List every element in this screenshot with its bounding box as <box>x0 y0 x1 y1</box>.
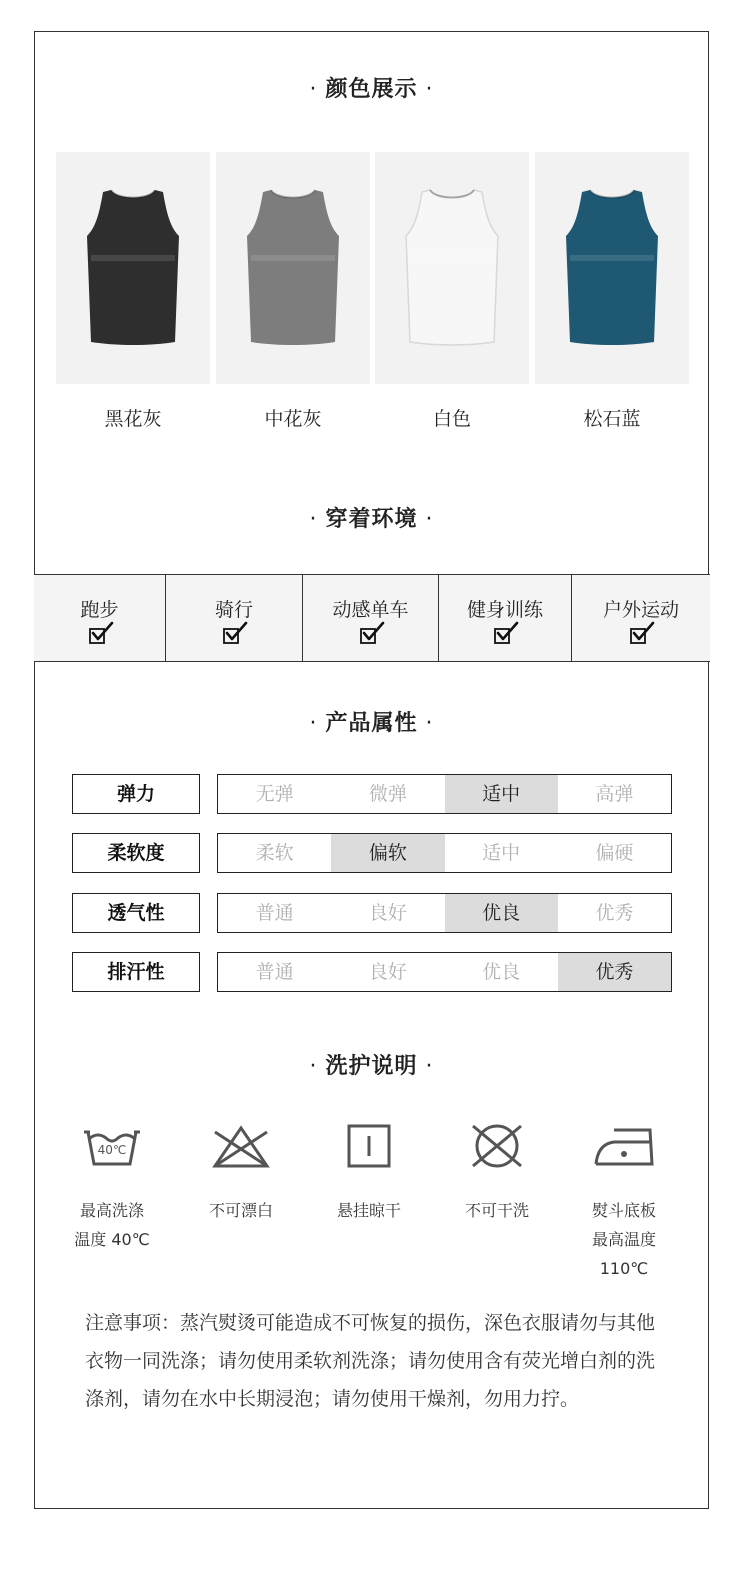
attribute-option-selected: 偏软 <box>331 834 444 872</box>
care-label: 熨斗底板 最高温度 110℃ <box>591 1201 656 1278</box>
checkbox-checked-icon <box>359 621 385 645</box>
attribute-name: 柔软度 <box>72 833 200 873</box>
environment-label: 户外运动 <box>602 599 679 621</box>
environment-bar <box>34 574 710 662</box>
iron-icon <box>592 1122 656 1170</box>
attribute-name: 透气性 <box>72 893 200 933</box>
care-title: 洗护说明 <box>325 1054 418 1079</box>
attribute-option: 高弹 <box>595 783 634 805</box>
environment-item <box>572 575 710 661</box>
care-section-title: · 洗护说明 · <box>309 1054 434 1079</box>
wash-40-icon <box>80 1122 144 1170</box>
care-item <box>314 1122 424 1225</box>
no-dry-clean-icon <box>465 1122 529 1170</box>
tank-top-image <box>562 186 662 348</box>
care-label: 悬挂晾干 <box>336 1201 401 1220</box>
attribute-name: 排汗性 <box>72 952 200 992</box>
checkbox-checked-icon <box>629 621 655 645</box>
environment-item <box>439 575 572 661</box>
attribute-option: 优秀 <box>595 902 634 924</box>
attributes-title: 产品属性 <box>325 711 418 736</box>
hang-dry-icon <box>337 1122 401 1170</box>
attribute-scale <box>217 952 672 992</box>
care-item <box>569 1122 679 1283</box>
attribute-option: 优良 <box>482 961 521 983</box>
attribute-name: 弹力 <box>72 774 200 814</box>
color-label: 中花灰 <box>264 408 322 430</box>
attribute-option-selected: 适中 <box>445 775 558 813</box>
color-swatch-1[interactable] <box>216 152 370 384</box>
care-label: 最高洗涤 温度 40℃ <box>74 1201 150 1249</box>
checkbox-checked-icon <box>493 621 519 645</box>
tank-top-image <box>243 186 343 348</box>
wash-temp-badge: 40℃ <box>97 1143 127 1157</box>
care-label: 不可漂白 <box>208 1201 273 1220</box>
care-item <box>442 1122 552 1225</box>
attribute-option: 良好 <box>368 961 407 983</box>
environment-label: 骑行 <box>214 599 253 621</box>
attribute-option: 偏硬 <box>595 842 634 864</box>
environment-label: 健身训练 <box>466 599 543 621</box>
attribute-option: 柔软 <box>255 842 294 864</box>
attribute-scale <box>217 833 672 873</box>
attribute-option: 微弹 <box>368 783 407 805</box>
colors-section-title: · 颜色展示 · <box>309 77 434 102</box>
care-item <box>186 1122 296 1225</box>
attribute-option: 普通 <box>255 902 294 924</box>
tank-top-image <box>83 186 183 348</box>
environment-item <box>166 575 303 661</box>
color-swatch-3[interactable] <box>535 152 689 384</box>
attribute-scale <box>217 893 672 933</box>
tank-top-image <box>402 186 502 348</box>
environment-label: 动感单车 <box>332 599 409 621</box>
product-detail-frame <box>34 31 709 1509</box>
checkbox-checked-icon <box>88 621 114 645</box>
color-label: 黑花灰 <box>104 408 162 430</box>
attribute-option: 无弹 <box>255 783 294 805</box>
environment-title: 穿着环境 <box>325 507 418 532</box>
environment-item <box>34 575 166 661</box>
color-label: 松石蓝 <box>583 408 641 430</box>
color-swatch-2[interactable] <box>375 152 529 384</box>
checkbox-checked-icon <box>222 621 248 645</box>
environment-section-title: · 穿着环境 · <box>309 507 434 532</box>
color-swatch-0[interactable] <box>56 152 210 384</box>
attribute-option: 普通 <box>255 961 294 983</box>
attribute-option: 适中 <box>482 842 521 864</box>
care-item <box>57 1122 167 1254</box>
colors-title: 颜色展示 <box>325 77 418 102</box>
care-label: 不可干洗 <box>464 1201 529 1220</box>
attributes-section-title: · 产品属性 · <box>309 711 434 736</box>
attribute-option: 良好 <box>368 902 407 924</box>
environment-item <box>303 575 439 661</box>
attribute-scale <box>217 774 672 814</box>
attribute-option-selected: 优良 <box>445 894 558 932</box>
care-notice: 注意事项：蒸汽熨烫可能造成不可恢复的损伤，深色衣服请勿与其他衣物一同洗涤；请勿使用柔软剂洗涤；请勿使用含有荧光增白剂的洗涤剂，请勿在水中长期浸泡；请勿使用干燥剂，勿用力拧。 <box>85 1312 656 1410</box>
environment-label: 跑步 <box>80 599 119 621</box>
color-label: 白色 <box>432 408 471 430</box>
no-bleach-icon <box>209 1122 273 1170</box>
attribute-option-selected: 优秀 <box>558 953 671 991</box>
